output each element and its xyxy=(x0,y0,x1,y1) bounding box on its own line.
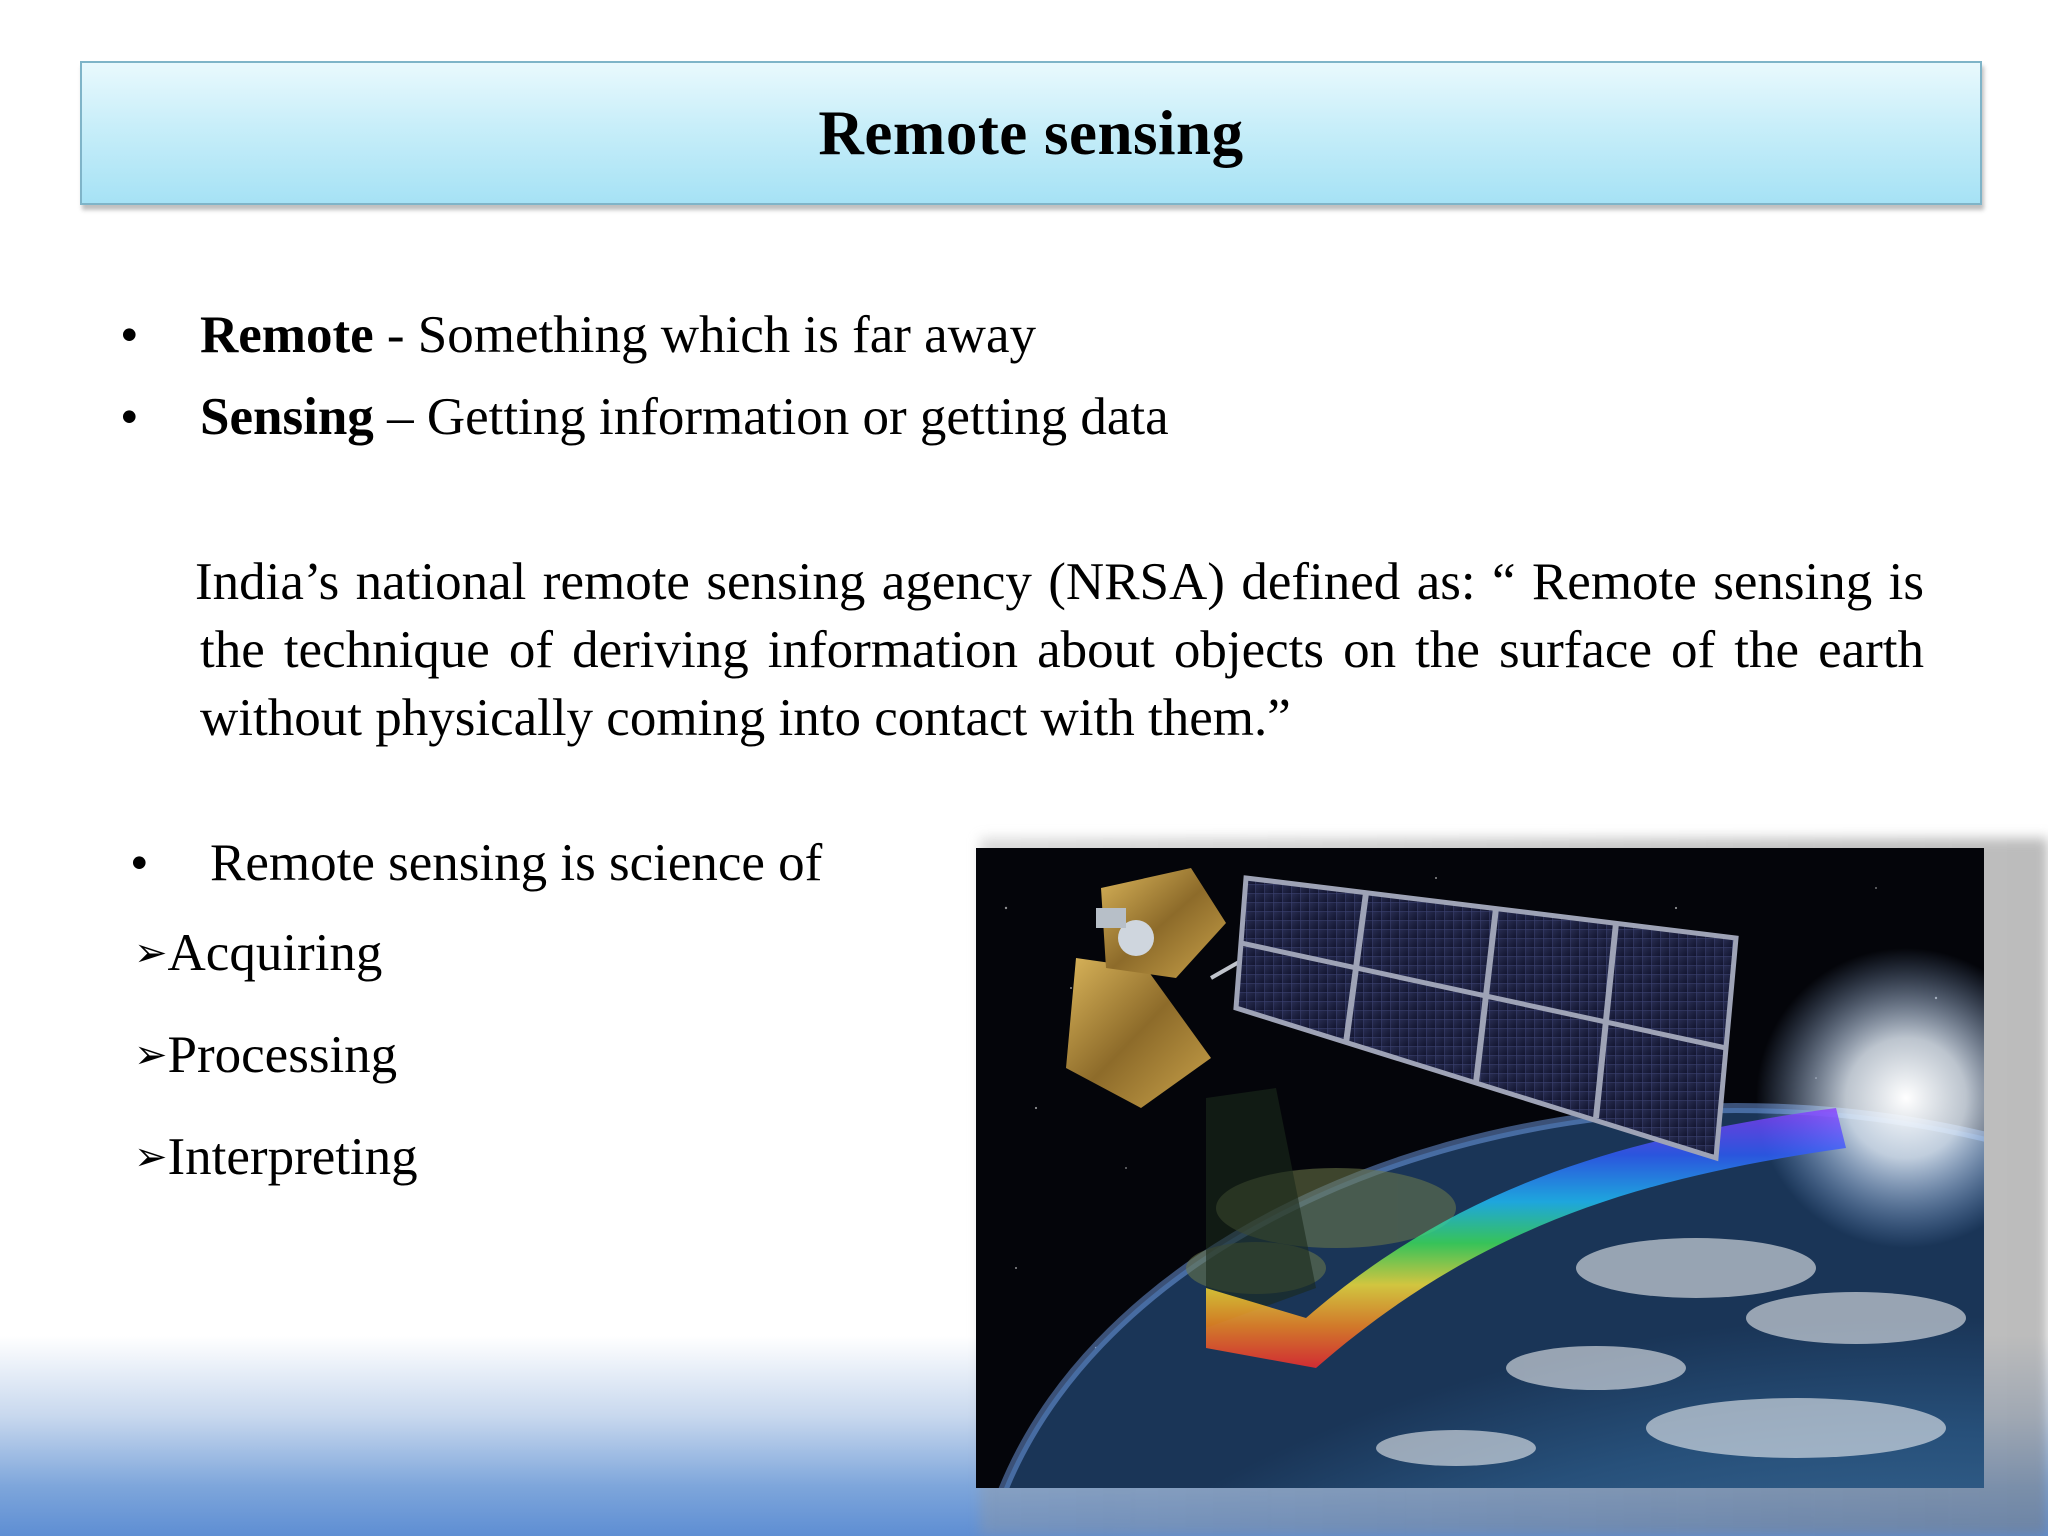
step-label: Interpreting xyxy=(167,1128,418,1186)
step-processing xyxy=(134,1023,397,1087)
arrow-bullet-icon: ➢ xyxy=(134,1134,168,1180)
title-bar xyxy=(80,61,1982,205)
step-label: Acquiring xyxy=(167,924,383,982)
satellite-earth-image xyxy=(976,848,1984,1488)
arrow-bullet-icon: ➢ xyxy=(134,930,168,976)
bullet-dot: • xyxy=(120,306,139,364)
bullet-remote xyxy=(120,303,1036,367)
bullet-dot: • xyxy=(120,388,139,446)
step-interpreting xyxy=(134,1125,418,1189)
bullet-sensing xyxy=(120,385,1169,449)
bullet-text: - Something which is far away xyxy=(373,306,1036,364)
slide-title: Remote sensing xyxy=(818,97,1244,168)
bullet-term: Remote xyxy=(200,306,374,364)
arrow-bullet-icon: ➢ xyxy=(134,1032,168,1078)
bullet-dot: • xyxy=(130,834,149,892)
bullet-text: – Getting information or getting data xyxy=(373,388,1169,446)
step-acquiring xyxy=(134,921,382,985)
step-label: Processing xyxy=(167,1026,398,1084)
nrsa-definition: India’s national remote sensing agency (NRSA) defined as: “ Remote sensing is the technique of deriving information about objects on the surface of the earth without physically coming into contact with them.” xyxy=(195,553,1924,747)
bullet-science xyxy=(130,831,822,895)
bullet-text: Remote sensing is science of xyxy=(210,834,823,892)
bullet-term: Sensing xyxy=(200,388,374,446)
